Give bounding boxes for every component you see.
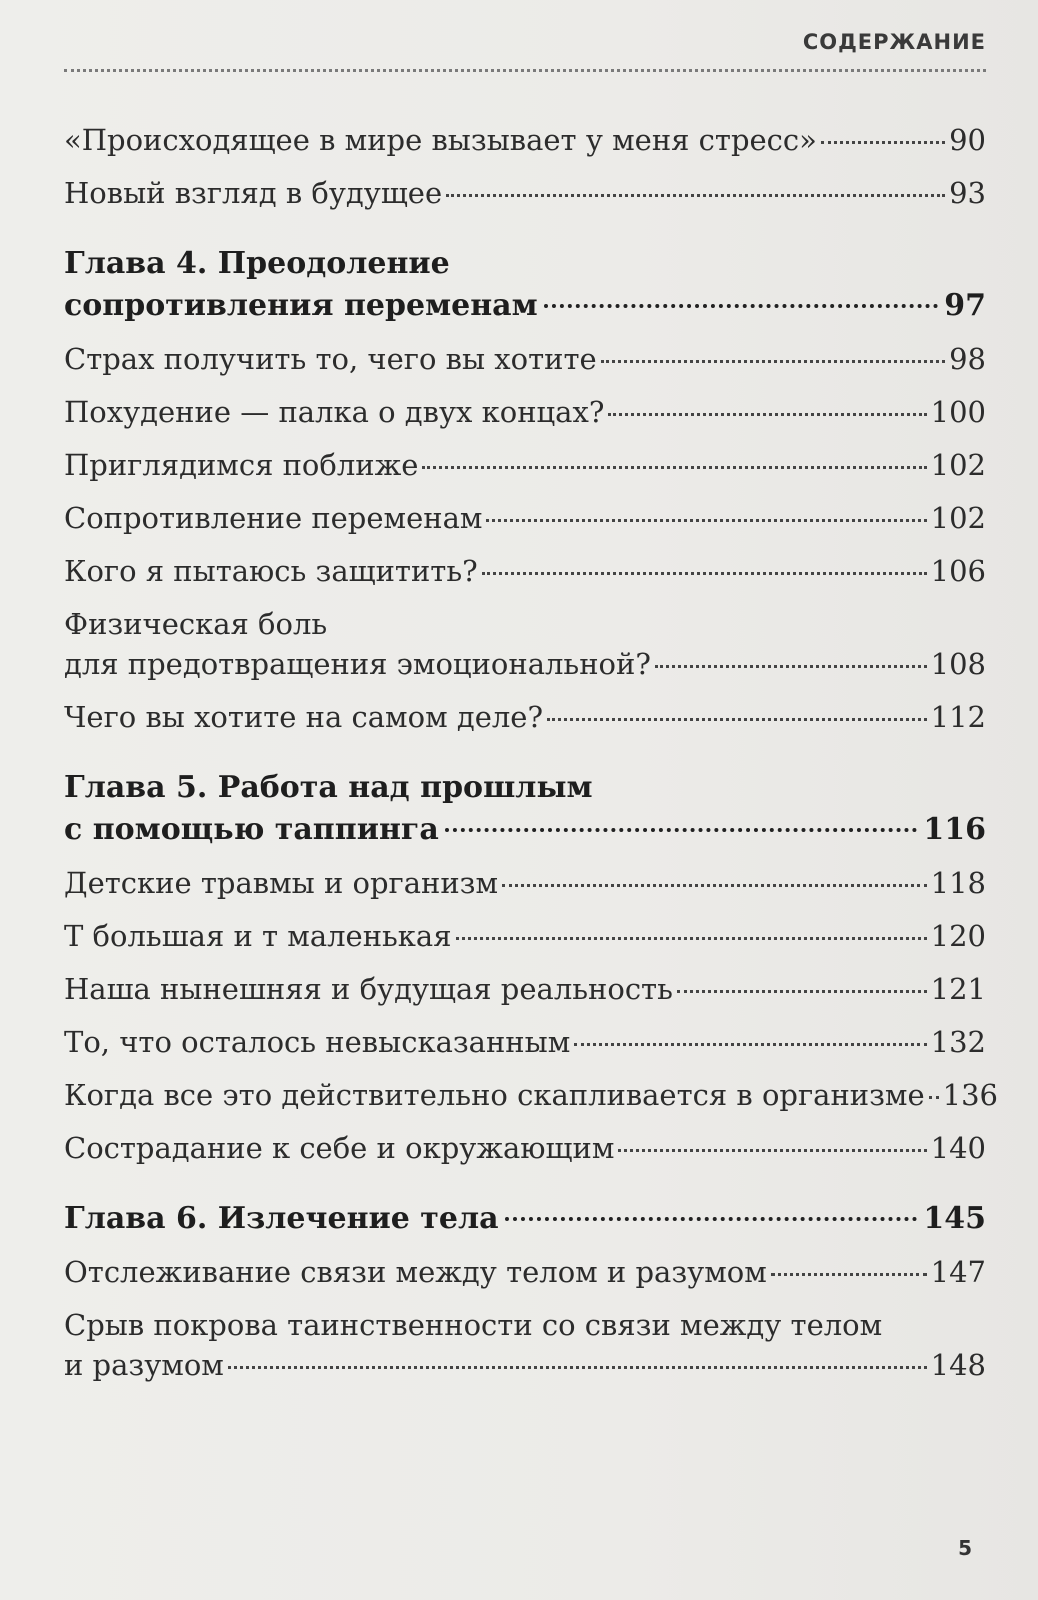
toc-entry-title: Сострадание к себе и окружающим (64, 1131, 615, 1165)
toc-line-with-page (64, 285, 986, 327)
leader-dots (601, 360, 945, 363)
toc-entry-title: Приглядимся поближе (64, 448, 419, 482)
toc-entry-page: 136 (942, 1078, 998, 1112)
leader-dots (821, 141, 945, 144)
toc-entry (64, 551, 986, 591)
toc-entry (64, 604, 986, 684)
toc-entry (64, 1075, 998, 1115)
toc-entry-title: Новый взгляд в будущее (64, 176, 443, 210)
chapter-title: сопротивления переменам (64, 288, 538, 323)
toc-entry-title: Наша нынешняя и будущая реальность (64, 972, 673, 1006)
leader-dots (608, 413, 926, 416)
leader-dots (445, 828, 918, 832)
toc-entry (64, 445, 986, 485)
leader-dots (547, 718, 927, 721)
toc-chapter (64, 1198, 986, 1240)
leader-dots (544, 304, 939, 308)
leader-dots (486, 519, 926, 522)
toc-entry (64, 969, 986, 1009)
toc-entry-title: Кого я пытаюсь защитить? (64, 554, 478, 588)
toc-entry-page: 100 (930, 395, 986, 429)
leader-dots (446, 194, 945, 197)
toc-entry-page: 147 (930, 1255, 986, 1289)
toc-entry (64, 1252, 986, 1292)
toc-entry-title: Отслеживание связи между телом и разумом (64, 1255, 767, 1289)
chapter-page: 116 (923, 812, 986, 847)
toc-entry-page: 106 (930, 554, 986, 588)
chapter-page: 145 (923, 1201, 986, 1236)
toc-entry-title: Когда все это действительно скапливается в организме (64, 1078, 925, 1112)
leader-dots (422, 466, 926, 469)
leader-dots (618, 1149, 926, 1152)
toc-entry-title: Детские травмы и организм (64, 866, 499, 900)
toc-entry-title: То, что осталось невысказанным (64, 1025, 571, 1059)
toc-entry-page: 90 (949, 123, 986, 157)
chapter-title-line: Глава 4. Преодоление (64, 246, 450, 281)
leader-dots (502, 884, 927, 887)
leader-dots (771, 1273, 927, 1276)
running-head: СОДЕРЖАНИЕ (802, 30, 986, 54)
toc-entry (64, 1305, 986, 1385)
page-number: 5 (958, 1536, 972, 1560)
chapter-title: с помощью таппинга (64, 812, 439, 847)
toc-entry-page: 148 (930, 1348, 986, 1382)
toc-entry-title: Чего вы хотите на самом деле? (64, 700, 543, 734)
toc-entry-page: 132 (930, 1025, 986, 1059)
leader-dots (655, 665, 927, 668)
toc-entry (64, 392, 986, 432)
toc-entry-page: 102 (930, 448, 986, 482)
toc-entry-title: Т большая и т маленькая (64, 919, 452, 953)
leader-dots (574, 1043, 926, 1046)
toc-entry-title-line: Физическая боль (64, 607, 328, 641)
toc-entry-title: и разумом (64, 1348, 224, 1382)
chapter-page: 97 (944, 288, 986, 323)
toc-entry-page: 108 (930, 647, 986, 681)
toc-entry (64, 173, 986, 213)
toc-entry-page: 140 (930, 1131, 986, 1165)
header-rule (64, 69, 986, 72)
toc-entry (64, 916, 986, 956)
toc-entry (64, 120, 986, 160)
chapter-title: Глава 6. Излечение тела (64, 1201, 499, 1236)
leader-dots (482, 572, 927, 575)
leader-dots (228, 1366, 927, 1369)
toc-entry-page: 98 (949, 342, 986, 376)
toc-line-with-page (64, 644, 986, 684)
toc-entry (64, 1128, 986, 1168)
toc-entry-page: 121 (930, 972, 986, 1006)
toc-entry (64, 339, 986, 379)
toc-entry-title-line: Срыв покрова таинственности со связи между телом (64, 1308, 883, 1342)
toc-entry-page: 93 (949, 176, 986, 210)
toc-entry-title: «Происходящее в мире вызывает у меня стресс» (64, 123, 817, 157)
table-of-contents (64, 120, 998, 1398)
toc-entry-page: 102 (930, 501, 986, 535)
toc-entry-title: Сопротивление переменам (64, 501, 483, 535)
toc-entry (64, 498, 986, 538)
toc-entry-page: 118 (930, 866, 986, 900)
toc-entry-page: 120 (930, 919, 986, 953)
toc-entry (64, 863, 986, 903)
toc-chapter (64, 767, 986, 851)
leader-dots (677, 990, 927, 993)
leader-dots (929, 1096, 939, 1099)
chapter-title-line: Глава 5. Работа над прошлым (64, 770, 593, 805)
toc-line-with-page (64, 809, 986, 851)
toc-entry-title: для предотвращения эмоциональной? (64, 647, 651, 681)
toc-entry-title: Похудение — палка о двух концах? (64, 395, 605, 429)
toc-line-with-page (64, 1345, 986, 1385)
toc-entry (64, 697, 986, 737)
leader-dots (505, 1217, 918, 1221)
toc-entry-title: Страх получить то, чего вы хотите (64, 342, 597, 376)
toc-chapter (64, 243, 986, 327)
leader-dots (456, 937, 927, 940)
toc-line-with-page (64, 1198, 986, 1240)
toc-entry-page: 112 (930, 700, 986, 734)
toc-entry (64, 1022, 986, 1062)
